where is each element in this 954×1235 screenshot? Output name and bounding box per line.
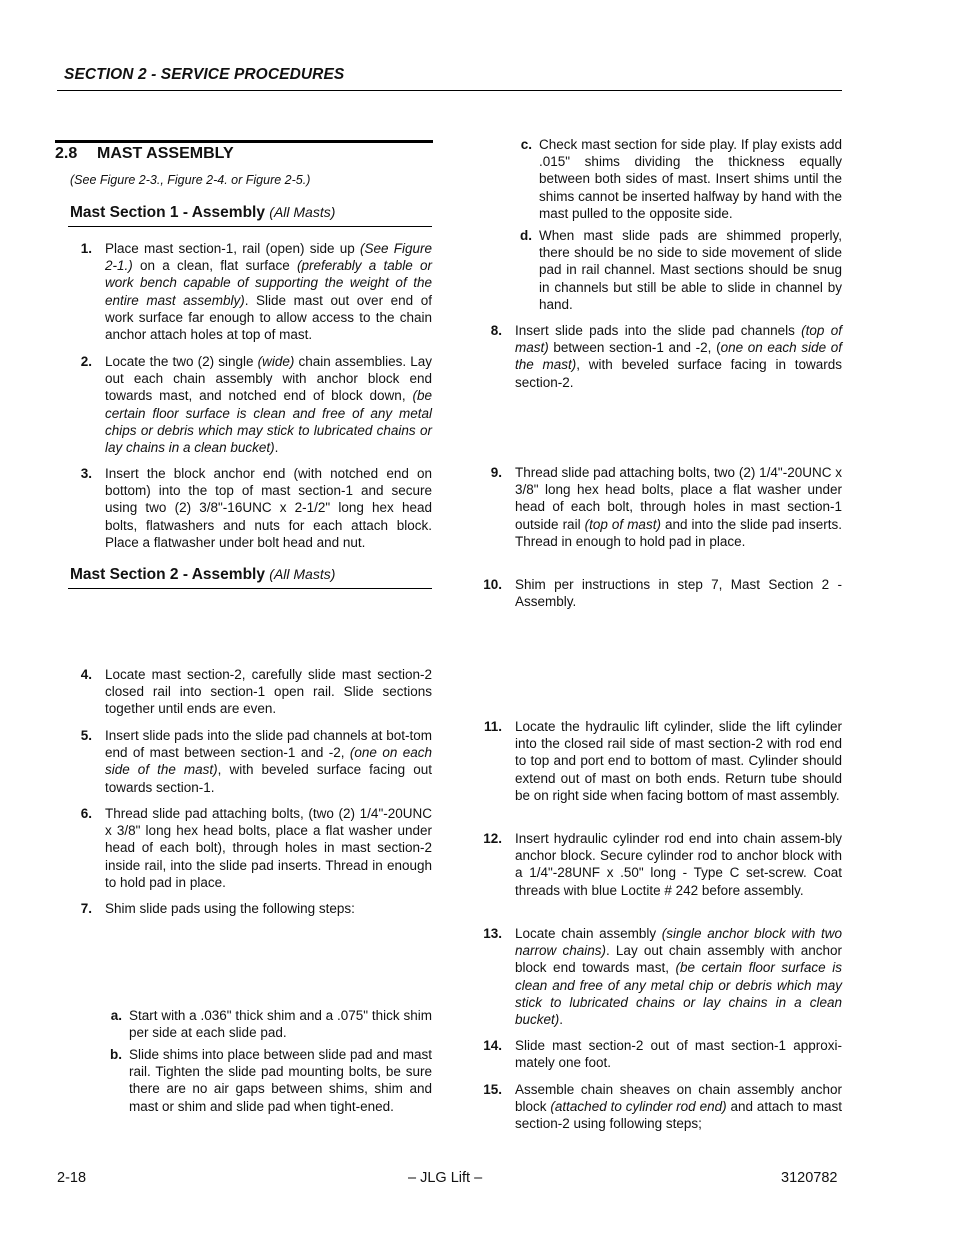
step-text: Insert hydraulic cylinder rod end into chain assem-bly anchor block. Secure cylinder rod to anchor block with a 1/4"-28UNF x .50" long - Type C set-screw. Coat threads with blue Loctite # 242 before assembly.: [515, 831, 842, 898]
step-text: Shim slide pads using the following steps:: [105, 901, 355, 916]
substep-text: Check mast section for side play. If play exists add .015" shims dividing the thickness equally between both sides of mast. Insert shims until the shims cannot be inserted halfway by hand with the mast pulled to the opposite side.: [539, 137, 842, 221]
subheading-2-paren: (All Masts): [269, 566, 336, 582]
step-number: 4.: [80, 667, 92, 682]
step-text: Thread slide pad attaching bolts, two (2) 1/4"-20UNC x 3/8" long hex head bolts, place a flat washer under head of each bolt, through holes in mast section-1 outside rail (top of mast) and into the slide pad inserts. Thread in enough to hold pad in place.: [515, 465, 842, 549]
section-title: [55, 145, 234, 163]
section-title-text: MAST ASSEMBLY: [97, 145, 234, 162]
step-number: 5.: [80, 728, 92, 743]
step-text: Insert slide pads into the slide pad channels (top of mast) between section-1 and -2, (one on each side of the mast), with beveled surface facing in towards section-2.: [515, 323, 842, 390]
step-number: 10.: [483, 577, 502, 592]
step-text: Locate the hydraulic lift cylinder, slide the lift cylinder into the closed rail side of mast section-2 with rod end to top and port end to bottom of mast. Cylinder should extend out of mast on both ends. Return tube should be on right side when facing bottom of mast assembly.: [515, 719, 842, 803]
footer-publisher: – JLG Lift –: [408, 1170, 483, 1186]
step-text: Assemble chain sheaves on chain assembly anchor block (attached to cylinder rod end) and attach to mast section-2 using following steps;: [515, 1082, 842, 1132]
step-text: Locate the two (2) single (wide) chain assemblies. Lay out each chain assembly with anchor block end towards mast, and notched end of block down, (be certain floor surface is clean and free of any metal chips or debris which may stick to lubricated chains or lay chains in a clean bucket).: [105, 354, 432, 456]
see-figure-note: (See Figure 2-3., Figure 2-4. or Figure 2-5.): [70, 173, 311, 187]
step-text: Locate chain assembly (single anchor block with two narrow chains). Lay out chain assembly with anchor block end towards mast, (be certain floor surface is clean and free of any metal chip or debris which may stick to lubricated chains or lay chains in a clean bucket).: [515, 926, 842, 1028]
page-number: 2-18: [57, 1170, 87, 1186]
substep-letter: b.: [110, 1047, 122, 1062]
subheading-2-rule: [68, 588, 432, 589]
step-number: 7.: [80, 901, 92, 916]
step-number: 11.: [483, 719, 502, 734]
step-number: 3.: [80, 466, 92, 481]
subheading-1-rule: [68, 226, 432, 227]
step-text: Thread slide pad attaching bolts, (two (2) 1/4"-20UNC x 3/8" long hex head bolts, place a flat washer under head of each bolt), through holes in mast section-2 inside rail, into the slide pad inserts. Thread in enough to hold pad in place.: [105, 806, 432, 890]
step-text: Shim per instructions in step 7, Mast Section 2 - Assembly.: [515, 577, 842, 610]
header-rule: [57, 90, 842, 91]
section-number: 2.8: [55, 145, 78, 162]
subheading-1-paren: (All Masts): [269, 204, 336, 220]
step-number: 15.: [483, 1082, 502, 1097]
substep-text: Slide shims into place between slide pad and mast rail. Tighten the slide pad mounting bolts, be sure there are no air gaps between shims, shim and mast or shim and slide pad when tight-ened.: [129, 1047, 432, 1114]
step-number: 13.: [483, 926, 502, 941]
step-number: 1.: [80, 241, 92, 256]
subheading-mast-section-1: [70, 204, 335, 222]
step-number: 9.: [490, 465, 502, 480]
step-number: 8.: [490, 323, 502, 338]
step-text: Place mast section-1, rail (open) side up (See Figure 2-1.) on a clean, flat surface (preferably a table or work bench capable of supporting the weight of the entire mast assembly). Slide mast out over end of work surface far enough to allow access to the chain anchor attach holes at top of mast.: [105, 241, 433, 343]
step-text: Slide mast section-2 out of mast section-1 approxi-mately one foot.: [515, 1038, 842, 1071]
step-text: Insert the block anchor end (with notched end on bottom) into the top of mast section-1 and secure using two (2) 3/8"-16UNC x 2-1/2" long hex head bolts, flatwashers and nuts for each attach block. Place a flatwasher under bolt head and nut.: [105, 466, 432, 550]
step-text: Locate mast section-2, carefully slide mast section-2 closed rail into section-1 open rail. Slide sections together until ends are even.: [105, 667, 432, 717]
step-number: 14.: [483, 1038, 502, 1053]
subheading-mast-section-2: [70, 566, 335, 584]
step-text: Insert slide pads into the slide pad channels at bot-tom end of mast between section-1 and -2, (one on each side of the mast), with beveled surface facing out towards section-1.: [105, 728, 433, 795]
substep-text: Start with a .036" thick shim and a .075" thick shim per side at each slide pad.: [129, 1008, 432, 1041]
subheading-2-title: Mast Section 2 - Assembly: [70, 566, 265, 583]
step-number: 2.: [80, 354, 92, 369]
substep-text: When mast slide pads are shimmed properly, there should be no side to side movement of slide pad in rail channel. Mast sections should be snug in channels but still be able to slide in channel by hand.: [539, 228, 842, 312]
substep-letter: a.: [110, 1008, 122, 1023]
section-header: SECTION 2 - SERVICE PROCEDURES: [64, 66, 345, 83]
step-number: 12.: [483, 831, 502, 846]
subheading-1-title: Mast Section 1 - Assembly: [70, 204, 265, 221]
substep-letter: c.: [520, 137, 532, 152]
title-rule: [55, 140, 433, 143]
step-number: 6.: [80, 806, 92, 821]
document-number: 3120782: [781, 1170, 838, 1186]
substep-letter: d.: [520, 228, 532, 243]
